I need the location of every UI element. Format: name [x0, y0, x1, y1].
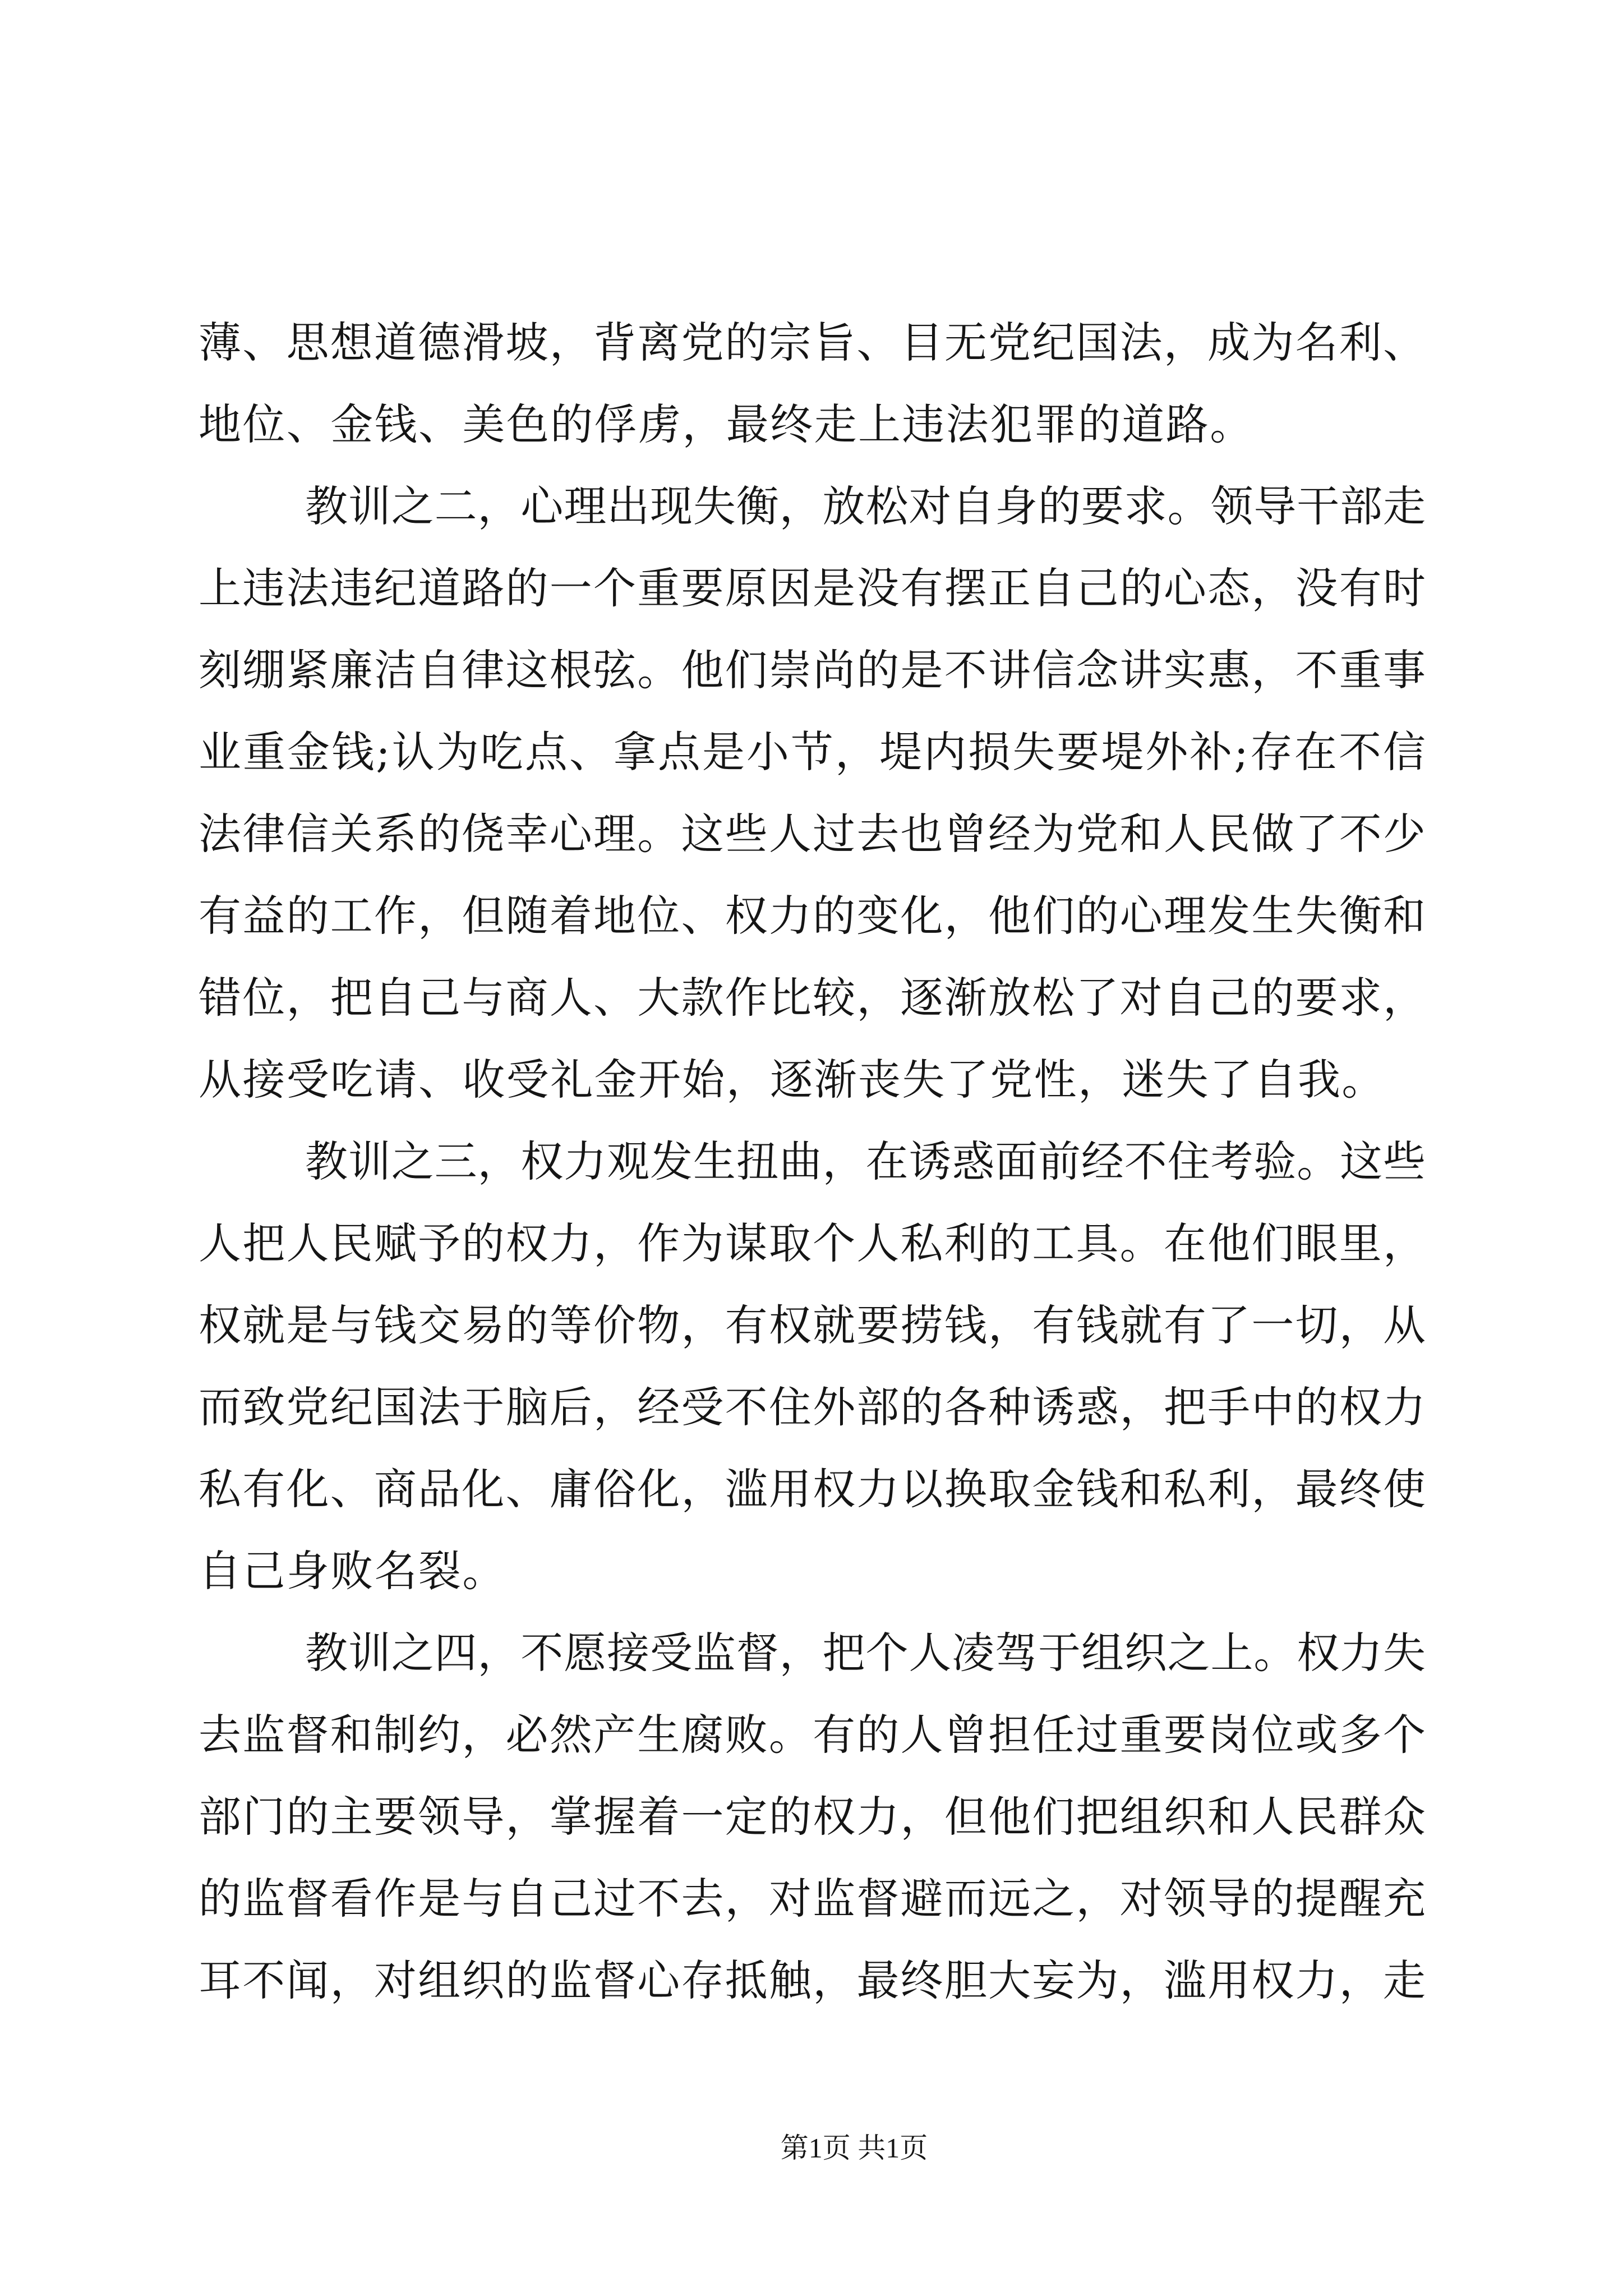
text-line: 人把人民赋予的权力，作为谋取个人私利的工具。在他们眼里， [199, 1218, 1426, 1268]
text-line: 的监督看作是与自己过不去，对监督避而远之，对领导的提醒充 [199, 1874, 1426, 1924]
document-body [199, 302, 1426, 2022]
paragraph-lesson-four [199, 1612, 1426, 2022]
text-line: 自己身败名裂。 [199, 1546, 506, 1596]
text-line: 业重金钱;认为吃点、拿点是小节，堤内损失要堤外补;存在不信 [199, 727, 1426, 777]
text-line: 法律信关系的侥幸心理。这些人过去也曾经为党和人民做了不少 [199, 809, 1426, 859]
paragraph-continued [199, 302, 1426, 466]
text-line: 去监督和制约，必然产生腐败。有的人曾担任过重要岗位或多个 [199, 1710, 1426, 1760]
paragraph-lesson-three [199, 1121, 1426, 1612]
text-line: 薄、思想道德滑坡，背离党的宗旨、目无党纪国法，成为名利、 [199, 318, 1426, 367]
text-line: 从接受吃请、收受礼金开始，逐渐丧失了党性，迷失了自我。 [199, 1055, 1386, 1105]
text-line: 教训之四，不愿接受监督，把个人凌驾于组织之上。权力失 [305, 1628, 1426, 1678]
text-line: 地位、金钱、美色的俘虏，最终走上违法犯罪的道路。 [199, 399, 1254, 449]
text-line: 错位，把自己与商人、大款作比较，逐渐放松了对自己的要求， [199, 973, 1426, 1023]
page-footer: 第1页 共1页 [780, 2132, 928, 2164]
text-line: 上违法违纪道路的一个重要原因是没有摆正自己的心态，没有时 [199, 563, 1426, 613]
text-line: 部门的主要领导，掌握着一定的权力，但他们把组织和人民群众 [199, 1792, 1426, 1842]
text-line: 教训之二，心理出现失衡，放松对自身的要求。领导干部走 [305, 481, 1426, 531]
paragraph-lesson-two [199, 466, 1426, 1121]
text-line: 耳不闻，对组织的监督心存抵触，最终胆大妄为，滥用权力，走 [199, 1955, 1426, 2005]
text-line: 权就是与钱交易的等价物，有权就要捞钱，有钱就有了一切，从 [199, 1300, 1426, 1350]
text-line: 刻绷紧廉洁自律这根弦。他们崇尚的是不讲信念讲实惠，不重事 [199, 645, 1426, 695]
text-line: 而致党纪国法于脑后，经受不住外部的各种诱惑，把手中的权力 [199, 1382, 1426, 1432]
text-line: 有益的工作，但随着地位、权力的变化，他们的心理发生失衡和 [199, 891, 1426, 941]
text-line: 私有化、商品化、庸俗化，滥用权力以换取金钱和私利，最终使 [199, 1464, 1426, 1514]
text-line: 教训之三，权力观发生扭曲，在诱惑面前经不住考验。这些 [305, 1137, 1426, 1186]
